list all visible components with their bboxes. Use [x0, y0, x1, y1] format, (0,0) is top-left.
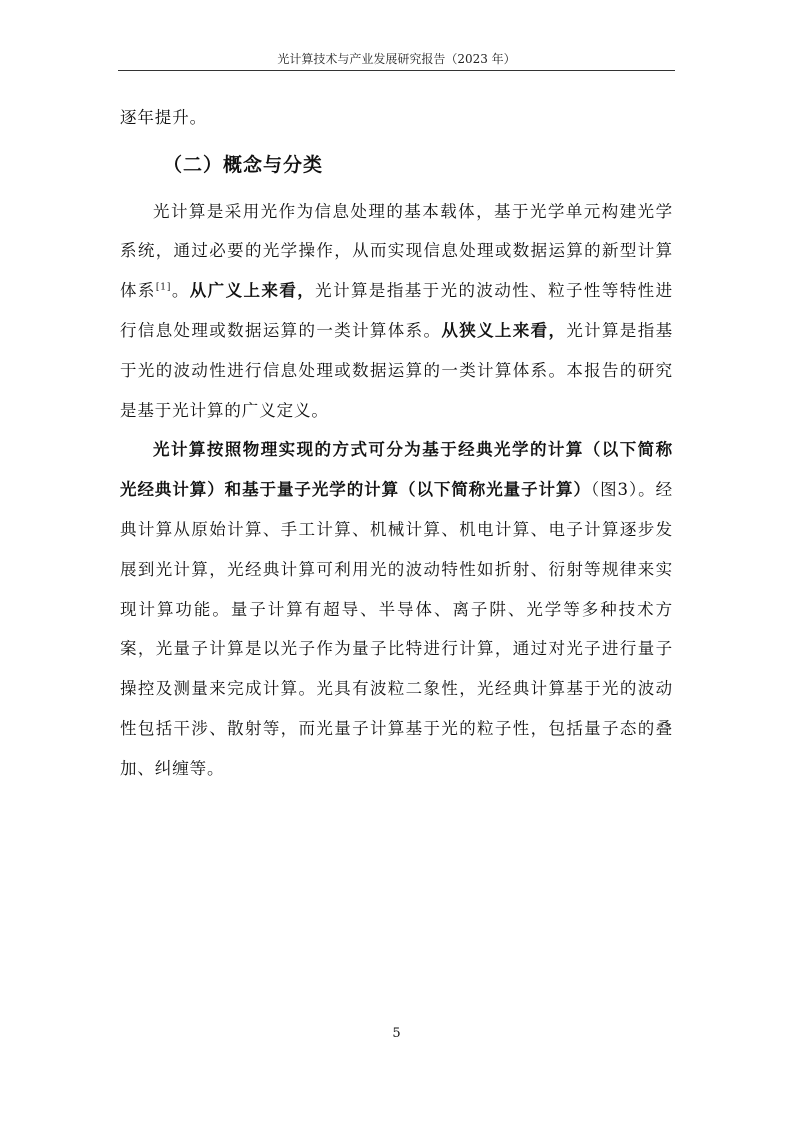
text-run: 光计算是指基于光的波动性进行信息处理或数据运算的一类计算体系。本报告的研究是基于光计算的广义定义。	[120, 320, 673, 420]
emphasis-broad: 从广义上来看，	[189, 281, 316, 301]
text-run: 。	[171, 281, 190, 301]
text-run: 光计算是采用光作为信息处理的基本载体，基于光学单元构建光学系统，通过必要的光学操作，从而实现信息处理或数据运算的新型计算体系	[120, 201, 673, 301]
citation-ref[interactable]: [1]	[155, 282, 172, 293]
paragraph-concept	[120, 192, 673, 431]
paragraph-classification	[120, 430, 673, 788]
paragraph-continuation: 逐年提升。	[120, 108, 207, 127]
emphasis-narrow: 从狭义上来看，	[441, 320, 567, 340]
emphasis-classification: 光计算按照物理实现的方式可分为基于经典光学的计算（以下简称光经典计算）和基于量子光学的计算（以下简称光量子计算）	[120, 440, 673, 500]
header-divider	[118, 70, 675, 71]
main-body	[120, 98, 673, 789]
page-number: 5	[392, 1026, 401, 1041]
text-run: （图3）。经典计算从原始计算、手工计算、机械计算、机电计算、电子计算逐步发展到光计算，光经典计算可利用光的波动特性如折射、衍射等规律来实现计算功能。量子计算有超导、半导体、离子阱、光学等多种技术方案，光量子计算是以光子作为量子比特进行计算，通过对光子进行量子操控及测量来完成计算。光具有波粒二象性，光经典计算基于光的波动性包括干涉、散射等，而光量子计算基于光的粒子性，包括量子态的叠加、纠缠等。	[120, 480, 673, 778]
section-heading: （二）概念与分类	[163, 153, 324, 176]
text-run: 光计算是指基于光的波动性、粒子性等特性进行信息处理或数据运算的一类计算体系。	[120, 281, 673, 340]
running-header: 光计算技术与产业发展研究报告（2023 年）	[277, 52, 516, 66]
